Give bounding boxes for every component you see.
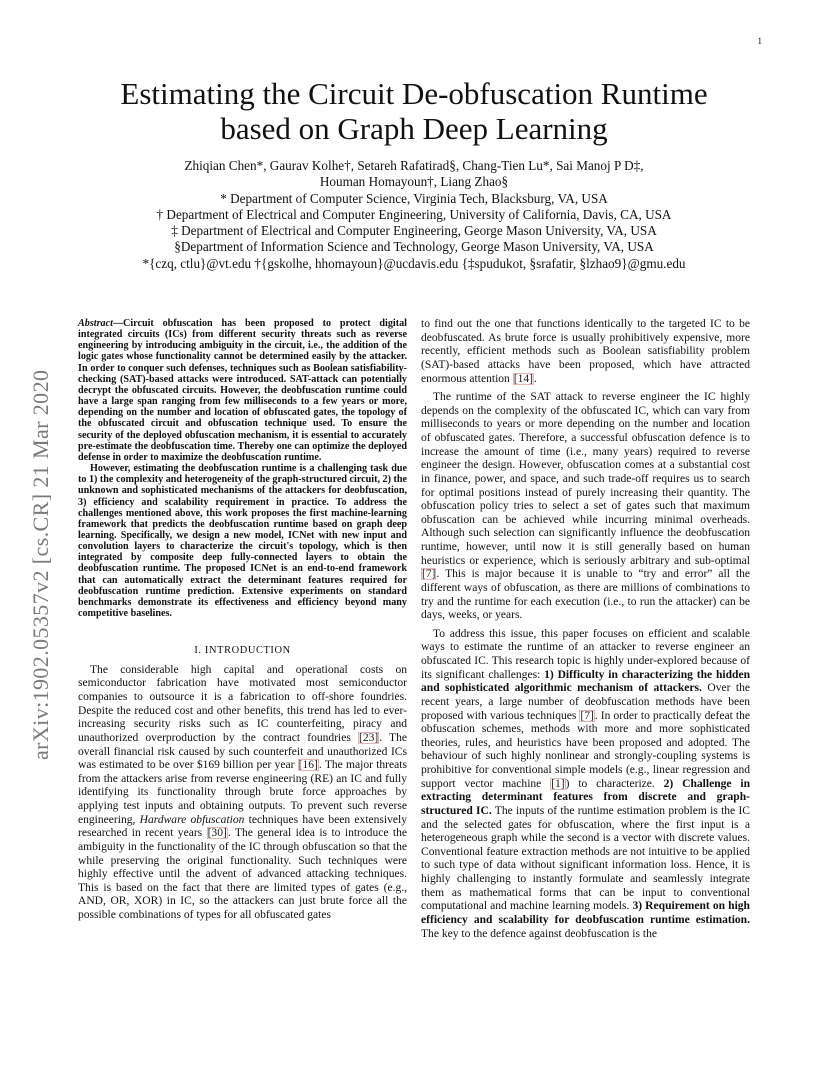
author-names-line-2: Houman Homayoun†, Liang Zhao§ — [319, 174, 509, 190]
intro-text-b: . The overall financial risk caused by such counterfeit and unauthorized ICs was estimated to be over $169 billion per year — [78, 731, 407, 772]
abstract-text-1: —Circuit obfuscation has been proposed to protect digital integrated circuits (ICs) from different security threats such as reverse engineering by introducing ambiguity in the circuit, i.e., the addition of the logic gates whose functionality cannot be determined easily by the attacker. In order to conquer such defenses, techniques such as Boolean satisfiability-checking (SAT)-based attacks were introduced. SAT-attack can potentially decrypt the obfuscated circuits. However, the deobfuscation runtime could have a large span ranging from few milliseconds to a few years or more, depending on the number and location of obfuscated gates, the topology of the obfuscated circuit and obfuscation technique used. To ensure the security of the deployed obfuscation mechanism, it is essential to accurately pre-estimate the deobfuscation time. Thereby one can optimize the deployed defense in order to maximize the deobfuscation runtime. — [78, 318, 407, 463]
section-numeral: I. — [194, 645, 202, 657]
affiliation-uc-davis: † Department of Electrical and Computer Engineering, University of California, Davis, CA, USA — [156, 206, 672, 222]
hardware-obfuscation-term: Hardware obfuscation — [139, 813, 245, 826]
affiliation-gmu-ece: ‡ Department of Electrical and Computer Engineering, George Mason University, VA, USA — [171, 223, 657, 239]
right-paragraph-1 — [421, 318, 750, 386]
citation-7-second[interactable]: [7] — [580, 709, 594, 722]
affiliation-gmu-ist: §Department of Information Science and Technology, George Mason University, VA, USA — [174, 239, 654, 255]
challenge-1: 1) Difficulty in characterizing the hidden and sophisticated algorithmic mechanism of attackers. — [421, 668, 750, 695]
right-text-1b: . — [533, 372, 537, 385]
paper-title — [60, 76, 768, 146]
citation-30[interactable]: [30] — [207, 827, 227, 840]
abstract-lead: Abstract — [78, 318, 113, 329]
title-line-2: based on Graph Deep Learning — [220, 111, 608, 146]
arxiv-identifier-stamp: arXiv:1902.05357v2 [cs.CR] 21 Mar 2020 — [28, 369, 53, 760]
right-column — [421, 318, 750, 941]
section-heading-initial: I — [204, 644, 210, 657]
right-text-3e: The inputs of the runtime estimation problem is the IC and the selected gates for obfuscation, where the first input is a heterogeneous graph while the second is a vector with discrete values. Conventional feature extraction methods are not intuitive to be applied to such type of data without significant information loss. Hence, it is highly challenging to instantly formulate and seamlessly integrate them as mathematical forms that can be input to conventional computational and machine learning models. — [421, 804, 750, 913]
abstract-paragraph-1 — [78, 318, 407, 463]
right-text-3a: To address this issue, this paper focuses on efficient and scalable ways to estimate the runtime of an attacker to reverse engineer an obfuscated IC. This research topic is highly under-explored because of its significant challenges: — [421, 627, 750, 681]
intro-text-c: . The major threats from the attackers arise from reverse engineering (RE) an IC and fully identifying its functionality through brute force approaches by applying test inputs and obtaining outputs. To prevent such reverse engineering, — [78, 759, 407, 826]
citation-16[interactable]: [16] — [298, 759, 318, 772]
section-heading-rest: NTRODUCTION — [209, 645, 291, 657]
section-heading-introduction — [78, 644, 407, 658]
author-emails: *{czq, ctlu}@vt.edu †{gskolhe, hhomayoun}@ucdavis.edu {‡spudukot, §srafatir, §lzhao9}@gmu.edu — [142, 255, 686, 271]
challenge-2: 2) Challenge in extracting determinant features from discrete and graph-structured IC. — [421, 777, 750, 817]
intro-text-d: techniques have been extensively researched in recent years — [78, 813, 408, 840]
author-block — [60, 158, 768, 272]
affiliation-virginia-tech: * Department of Computer Science, Virginia Tech, Blacksburg, VA, USA — [220, 190, 608, 206]
intro-text-a: The considerable high capital and operational costs on semiconductor fabrication have motivated most semiconductor companies to outsource it is a fabrication to off-shore foundries. Despite the reduced cost and other benefits, this trend has led to ever-increasing security risks such as IC counterfeiting, piracy and unauthorized overproduction by the contract foundries — [78, 663, 407, 744]
abstract — [78, 318, 407, 619]
intro-text-e: . The general idea is to introduce the ambiguity in the functionality of the IC through obfuscation so that the while preserving the original functionality. Such techniques were highly effective until the advent of advanced attacking techniques. This is based on the fact that there are limited types of gates (e.g., AND, OR, XOR) in IC, so the attackers can just brute force all the possible combinations of types for all obfuscated gates — [78, 827, 407, 922]
right-text-2b: . This is major because it is unable to “try and error” all the different ways of obfuscation, as there are millions of combinations to try and the runtime for each execution (i.e., to run the attacker) can be days, weeks, or years. — [421, 568, 750, 622]
right-text-3f: The key to the defence against deobfuscation is the — [421, 927, 657, 940]
citation-23[interactable]: [23] — [358, 731, 379, 744]
left-column — [78, 318, 407, 923]
citation-14[interactable]: [14] — [513, 372, 533, 385]
abstract-paragraph-2: However, estimating the deobfuscation runtime is a challenging task due to 1) the complexity and heterogeneity of the graph-structured circuit, 2) the unknown and sophisticated mechanisms of the attackers for deobfuscation, 3) efficiency and scalability requirement in practice. To address the challenges mentioned above, this work proposes the first machine-learning framework that predicts the deobfuscation runtime based on graph deep learning. Specifically, we design a new model, ICNet with new input and convolution layers to characterize the circuit's topology, which is then integrated by composite deep fully-connected layers to obtain the deobfuscation runtime. The proposed ICNet is an end-to-end framework that can automatically extract the determinant features required for deobfuscation runtime prediction. Extensive experiments on standard benchmarks demonstrate its effectiveness and efficiency beyond many competitive baselines. — [78, 463, 408, 620]
right-text-3d: ) to characterize. — [565, 777, 664, 790]
right-paragraph-3 — [421, 628, 750, 941]
citation-7[interactable]: [7] — [422, 568, 436, 581]
right-text-2a: The runtime of the SAT attack to reverse engineer the IC highly depends on the complexity of the obfuscated IC, which can vary from milliseconds to years or more depending on the number and location of obfuscated gates. Therefore, a successful obfuscation defence is to increase the amount of time (i.e., many years) required to reverse engineer the design. However, obfuscation comes at a substantial cost in finance, power, and space, and such trade-off requires us to search for optimal positions instead of purely increasing their quantity. The obfuscation policy tries to select a set of gates such that maximum obfuscation can be achieved while incurring minimal overheads. Although such selection can significantly influence the deobfuscation runtime, however, until now it is still generally based on human heuristics or experience, which is seriously arbitrary and sub-optimal — [421, 391, 750, 567]
author-names-line-1: Zhiqian Chen*, Gaurav Kolhe†, Setareh Rafatirad§, Chang-Tien Lu*, Sai Manoj P D‡, — [184, 158, 644, 173]
right-paragraph-2 — [421, 391, 750, 623]
title-line-1: Estimating the Circuit De-obfuscation Runtime — [120, 76, 708, 111]
page-number: 1 — [757, 36, 762, 46]
challenge-3: 3) Requirement on high efficiency and scalability for deobfuscation runtime estimation. — [421, 900, 750, 926]
right-text-3b: Over the recent years, a large number of deobfuscation methods have been proposed with various techniques — [421, 682, 750, 722]
right-text-1a: to find out the one that functions identically to the targeted IC to be deobfuscated. As brute force is usually prohibitively expensive, more recently, efficient methods such as Boolean satisfiability problem (SAT)-based attacks have been proposed, which have attracted enormous attention — [421, 318, 750, 385]
citation-1[interactable]: [1] — [551, 777, 565, 790]
intro-paragraph-1 — [78, 664, 407, 923]
right-text-3c: . In order to practically defeat the obfuscation schemes, methods with more and more sophisticated theories, rules, and heuristics have been proposed and adopted. The behaviour of such highly nonlinear and strongly-coupling systems is prohibitive for conventional simple models (e.g., linear regression and support vector machine — [421, 709, 751, 790]
